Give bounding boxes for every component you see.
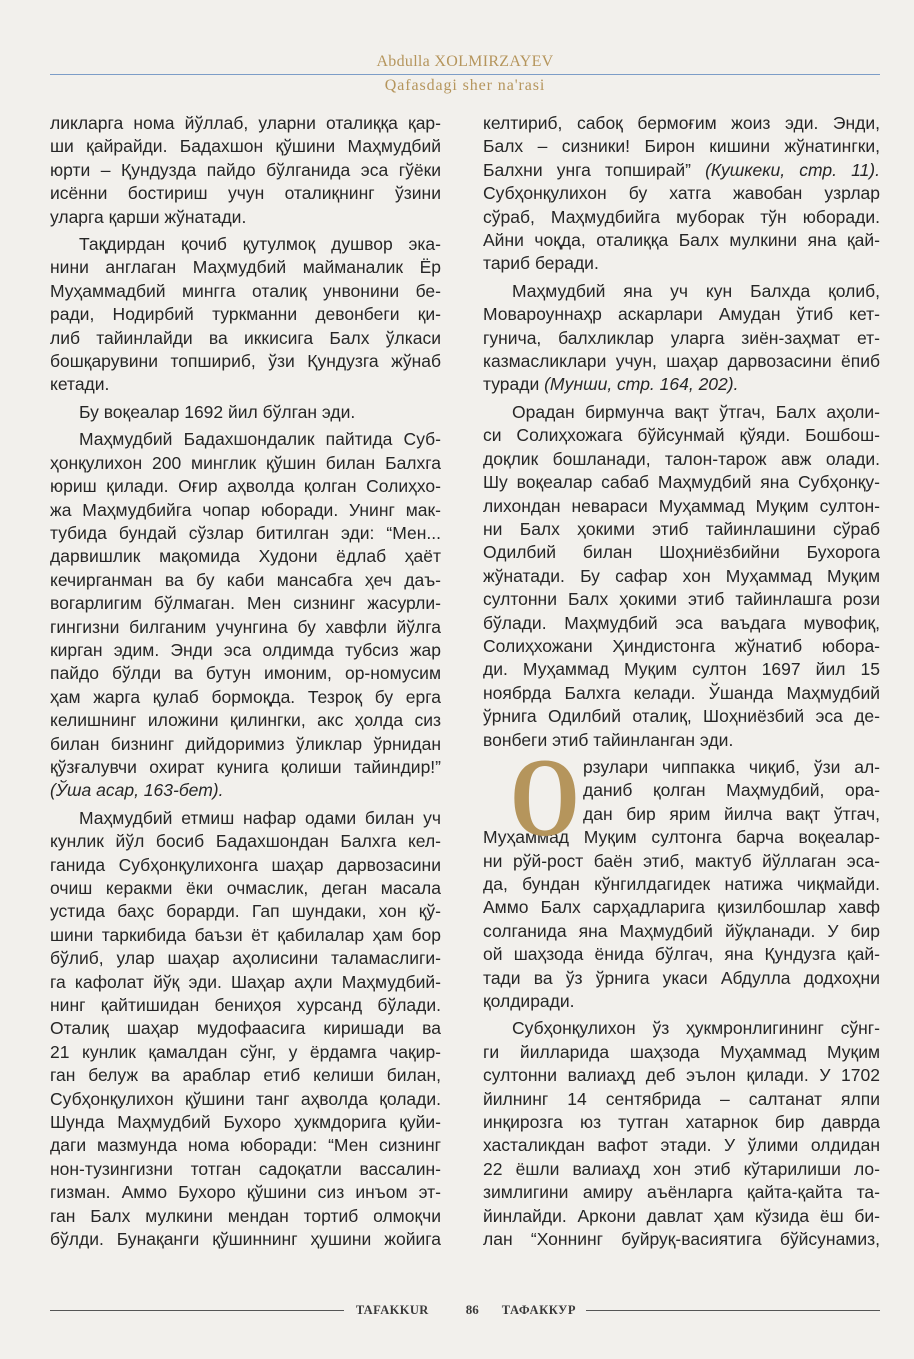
text-line	[50, 779, 441, 802]
text-line: Субҳонқулихон қўшини танг аҳволда қолади.	[50, 1088, 441, 1109]
text-line: тубида бундай сўзлар битилган эди: “Мен...	[50, 522, 441, 543]
text-line: ой шаҳзода ёнида бўлгач, яна Қундузга қай-	[483, 944, 880, 965]
paragraph	[483, 401, 880, 752]
text-line: бўлди. Бунақанги қўшиннинг ҳушини жойига	[50, 1229, 441, 1250]
text-line: вогарлигим бўлмаган. Мен сизнинг жасурли-	[50, 593, 441, 614]
text-line: тади ва ўз ўрнига укаси Абдулла додхоҳни	[483, 967, 880, 988]
text-line: йилнинг 14 сентябрида – салтанат ялпи	[483, 1088, 880, 1109]
paragraph	[50, 428, 441, 803]
text-line: тариб беради.	[483, 253, 599, 274]
text-line: бўлиб, улар шаҳар аҳолисини таламаслиги-	[50, 948, 441, 969]
text-line: уларга қарши жўнатади.	[50, 206, 247, 227]
text-line: Субҳонқулихон бу хатга жавобан узрлар	[483, 183, 880, 204]
text-line: зимлигини амиру аъёнларга қайта-қайта та-	[483, 1182, 880, 1203]
text-line: казмасликлари учун, шаҳар дарвозасини ёпиб	[483, 351, 880, 372]
text-line: кетади.	[50, 374, 110, 395]
text-line: Мовароуннаҳр аскарлари Амудан ўтиб кет-	[483, 304, 880, 325]
text-line: ган белуж ва араблар етиб келиши билан,	[50, 1065, 441, 1086]
text-line: даниб қолган Маҳмудбий, ора-	[583, 780, 880, 801]
text-line: гизман. Аммо Бухоро қўшини сиз инъом эт-	[50, 1182, 441, 1203]
text-line: исённи бостириш учун оталиқнинг ўзини	[50, 183, 441, 204]
text-line: билан бизнинг дийдоримиз ўликлар ўрнидан	[50, 733, 441, 754]
text-line: Орадан бирмунча вақт ўтгач, Балх аҳоли-	[512, 401, 880, 422]
footer-rule-right	[586, 1310, 880, 1311]
paragraph	[483, 1017, 880, 1251]
text-line: Маҳмудбий Бадахшондалик пайтида Суб-	[79, 429, 441, 450]
text-line: Аммо Балх сарҳадларига қизилбошлар хавф	[483, 897, 880, 918]
page-footer	[50, 1300, 880, 1320]
text-line: да, бундан кўнгилдагидек натижа чиқмайди.	[483, 874, 880, 894]
text-line: жа Маҳмудбийга чопар юборади. Унинг мак-	[50, 499, 441, 520]
text-line: ши қайрайди. Бадахшон қўшини Маҳмудбий	[50, 136, 441, 157]
paragraph	[50, 807, 441, 1252]
text-line	[483, 373, 880, 396]
text-line: гингизни билганим учунгина бу хавфли йўлга	[50, 616, 441, 637]
text-line: 22 ёшли валиаҳд хон этиб кўтарилиши ло-	[483, 1158, 880, 1179]
drop-cap: О	[510, 735, 580, 860]
text-line: юриш қилади. Оғир аҳволда қолган Солиҳхо-	[50, 476, 441, 497]
paragraph	[483, 112, 880, 276]
text-line: ни Балх ҳокими этиб тайинлашини сўраб	[483, 518, 880, 539]
text-line: Одилбий билан Шоҳниёзбийни Бухорога	[483, 542, 880, 563]
text-line: Солиҳхожани Ҳиндистонга жўнатиб юбора-	[483, 635, 880, 656]
paragraph	[483, 280, 880, 397]
text-line: қолдиради.	[483, 991, 575, 1012]
text-line: ди. Муҳаммад Муқим султон 1697 йил 15	[483, 659, 880, 680]
text-line: Бу воқеалар 1692 йил бўлган эди.	[79, 401, 356, 422]
text-line: ҳонқулихон 200 минглик қўшин билан Балхга	[50, 452, 441, 473]
text-line: Маҳмудбий етмиш нафар одами билан уч	[79, 807, 441, 828]
paragraph	[50, 233, 441, 397]
text-line: си Солиҳхожага бўйсунмай қўяди. Бошбош-	[483, 425, 880, 446]
text-line: гунича, балхликлар уларга зиён-заҳмат ет-	[483, 327, 880, 348]
text-line: ноябрда Балхга келади. Ўшанда Маҳмудбий	[483, 682, 880, 703]
right-text-column	[483, 112, 880, 1252]
text-line: нон-тузингизни тотган садоқатли вассалин-	[50, 1158, 441, 1179]
text-line: доқлик бошланади, талон-тарож авж олади.	[483, 448, 880, 469]
text-line: хасталикдан вафот этади. У ўлими олдидан	[483, 1135, 880, 1156]
text-line: 21 кунлик қамалдан сўнг, у ёрдамга чақир-	[50, 1041, 441, 1062]
header-rule	[50, 74, 880, 75]
source-citation: (Кушкеки, стр. 11).	[705, 159, 880, 180]
text-line: ўрнига Одилбий оталиқ, Шоҳниёзбий эса де-	[483, 706, 880, 727]
text-line: пайдо бўлди ва бутун имоним, ор-номусим	[50, 663, 441, 684]
text-line: Муҳаммадбий мингга оталиқ унвонини бе-	[50, 280, 441, 301]
text-line: сўраб, Маҳмудбийга муборак тўн юборади.	[483, 206, 880, 227]
text-line: келтириб, сабоқ бермоғим жоиз эди. Энди,	[483, 113, 880, 133]
text-line: бўлади. Маҳмудбий эса ваъдага мувофиқ,	[483, 612, 880, 633]
text-line: лихондан невараси Муҳаммад Муқим султон-	[483, 495, 880, 516]
text-line: Маҳмудбий яна уч кун Балхда қолиб,	[512, 280, 880, 301]
text-line: бошқарувини топшириб, ўзи Қундузга жўнаб	[50, 351, 441, 372]
text-line: кирган эдим. Энди эса олдимда тубсиз жар	[50, 639, 441, 660]
text-line: султонни валиаҳд деб эълон қилади. У 1702	[483, 1065, 880, 1086]
text-line: Шу воқеалар сабаб Маҳмудбий яна Субҳонқу-	[483, 472, 880, 493]
text-line: қўзғалувчи охират кунига қолиши тайиндир!”	[50, 756, 441, 777]
text-line: либ тайинлайди ва иккисига Балх ўлкаси	[50, 327, 441, 348]
paragraph	[50, 401, 441, 424]
text-line: рзулари чиппакка чиқиб, ўзи ал-	[583, 756, 880, 777]
text-line: даги мазмунда нома юборади: “Мен сизнинг	[50, 1135, 441, 1156]
running-header-title: Qafasdagi sher na'rasi	[384, 77, 546, 94]
text-line: дан бир ярим йилча вақт ўтгач,	[583, 803, 880, 824]
text-line: ганида Субҳонқулихонга шаҳар дарвозасини	[50, 854, 441, 875]
text-line: келишнинг иложини қилингки, акс ҳолда сиз	[50, 710, 441, 731]
text-line: ги йилларида шаҳзода Муҳаммад Муқим	[483, 1041, 880, 1062]
text-line	[483, 159, 880, 182]
footer-rule-left	[50, 1310, 344, 1311]
paragraph	[50, 112, 441, 229]
running-header-author: Abdulla XOLMIRZAYEV	[376, 53, 554, 70]
text-line: Айни чоқда, оталиққа Балх мулкини яна қай-	[483, 230, 880, 251]
text-line: ни рўй-рост баён этиб, мактуб йўллаган эса-	[483, 850, 880, 871]
text-line: юрти – Қундузда пайдо бўлганида эса гўёки	[50, 159, 441, 180]
source-citation: (Мунши, стр. 164, 202).	[544, 374, 739, 395]
text-line: ган Балх мулкини мендан тортиб олмоқчи	[50, 1205, 441, 1226]
text-line: ҳам жарга қулаб бормоқда. Тезроқ бу ерга	[50, 686, 441, 707]
text-line: жўнатади. Бу сафар хон Муҳаммад Муқим	[483, 565, 880, 586]
text-line: шини таркибида баъзи ёт қабилалар ҳам бор	[50, 924, 441, 945]
text-line: султонни Балх ҳокими этиб тайинлашга рози	[483, 589, 880, 610]
text-line: Тақдирдан қочиб қутулмоқ душвор эка-	[79, 234, 441, 255]
page-number: 86	[465, 1302, 479, 1317]
text-line: дарвишлик мақомида Худони ёдлаб ҳаёт	[50, 546, 441, 567]
text-line: Балх – сизники! Бирон кишини жўнатингки,	[483, 136, 880, 157]
text-line: ради, Нодирбий туркманни девонбеги қи-	[50, 304, 441, 325]
text-line: очиш керакми ёки очмаслик, деган масала	[50, 878, 441, 898]
text-line: йинлайди. Аркони давлат ҳам кўзида ёш би-	[483, 1205, 880, 1226]
line-text: туради	[483, 374, 540, 395]
text-line: нини англаган Маҳмудбий майманалик Ёр	[50, 257, 441, 278]
left-text-column	[50, 112, 441, 1252]
text-line: Субҳонқулихон ўз ҳукмронлигининг сўнг-	[512, 1018, 880, 1039]
footer-magazine-name-cyrillic: ТАФАККУР	[501, 1302, 577, 1317]
text-line: инқирозга юз тутган хатарнок бир даврда	[483, 1112, 880, 1133]
text-line: нинг қайтишидан бениҳоя хурсанд бўлади.	[50, 995, 441, 1016]
text-line: га кафолат йўқ эди. Шаҳар аҳли Маҳмудбий-	[50, 971, 441, 992]
text-line: ликларга нома йўллаб, уларни оталиққа қар-	[50, 113, 441, 133]
footer-magazine-name-latin: TAFAKKUR	[355, 1302, 429, 1317]
text-line: Оталиқ шаҳар мудофаасига киришади ва	[50, 1018, 441, 1039]
text-line: кунлик йўл босиб Бадахшондан Балхга кел-	[50, 831, 441, 852]
line-text: Балхни унга топширай”	[483, 159, 691, 180]
text-line: Муҳаммад Муқим султонга барча воқеалар-	[483, 827, 880, 848]
text-line: устида баҳс борарди. Гап шундаки, хон қў-	[50, 901, 441, 922]
text-line: вонбеги этиб тайинланган эди.	[483, 729, 734, 750]
text-line: солганида яна Маҳмудбий йўқланади. У бир	[483, 920, 880, 941]
text-line: Шунда Маҳмудбий Бухоро ҳукмдорига қуйи-	[50, 1112, 441, 1133]
text-line: лан “Хоннинг буйруқ-васиятига бўйсунамиз,	[483, 1229, 880, 1250]
text-line: кечирганман ва бу каби мансабга ҳеч даъ-	[50, 569, 441, 590]
source-citation: (Ўша асар, 163-бет).	[50, 780, 224, 801]
